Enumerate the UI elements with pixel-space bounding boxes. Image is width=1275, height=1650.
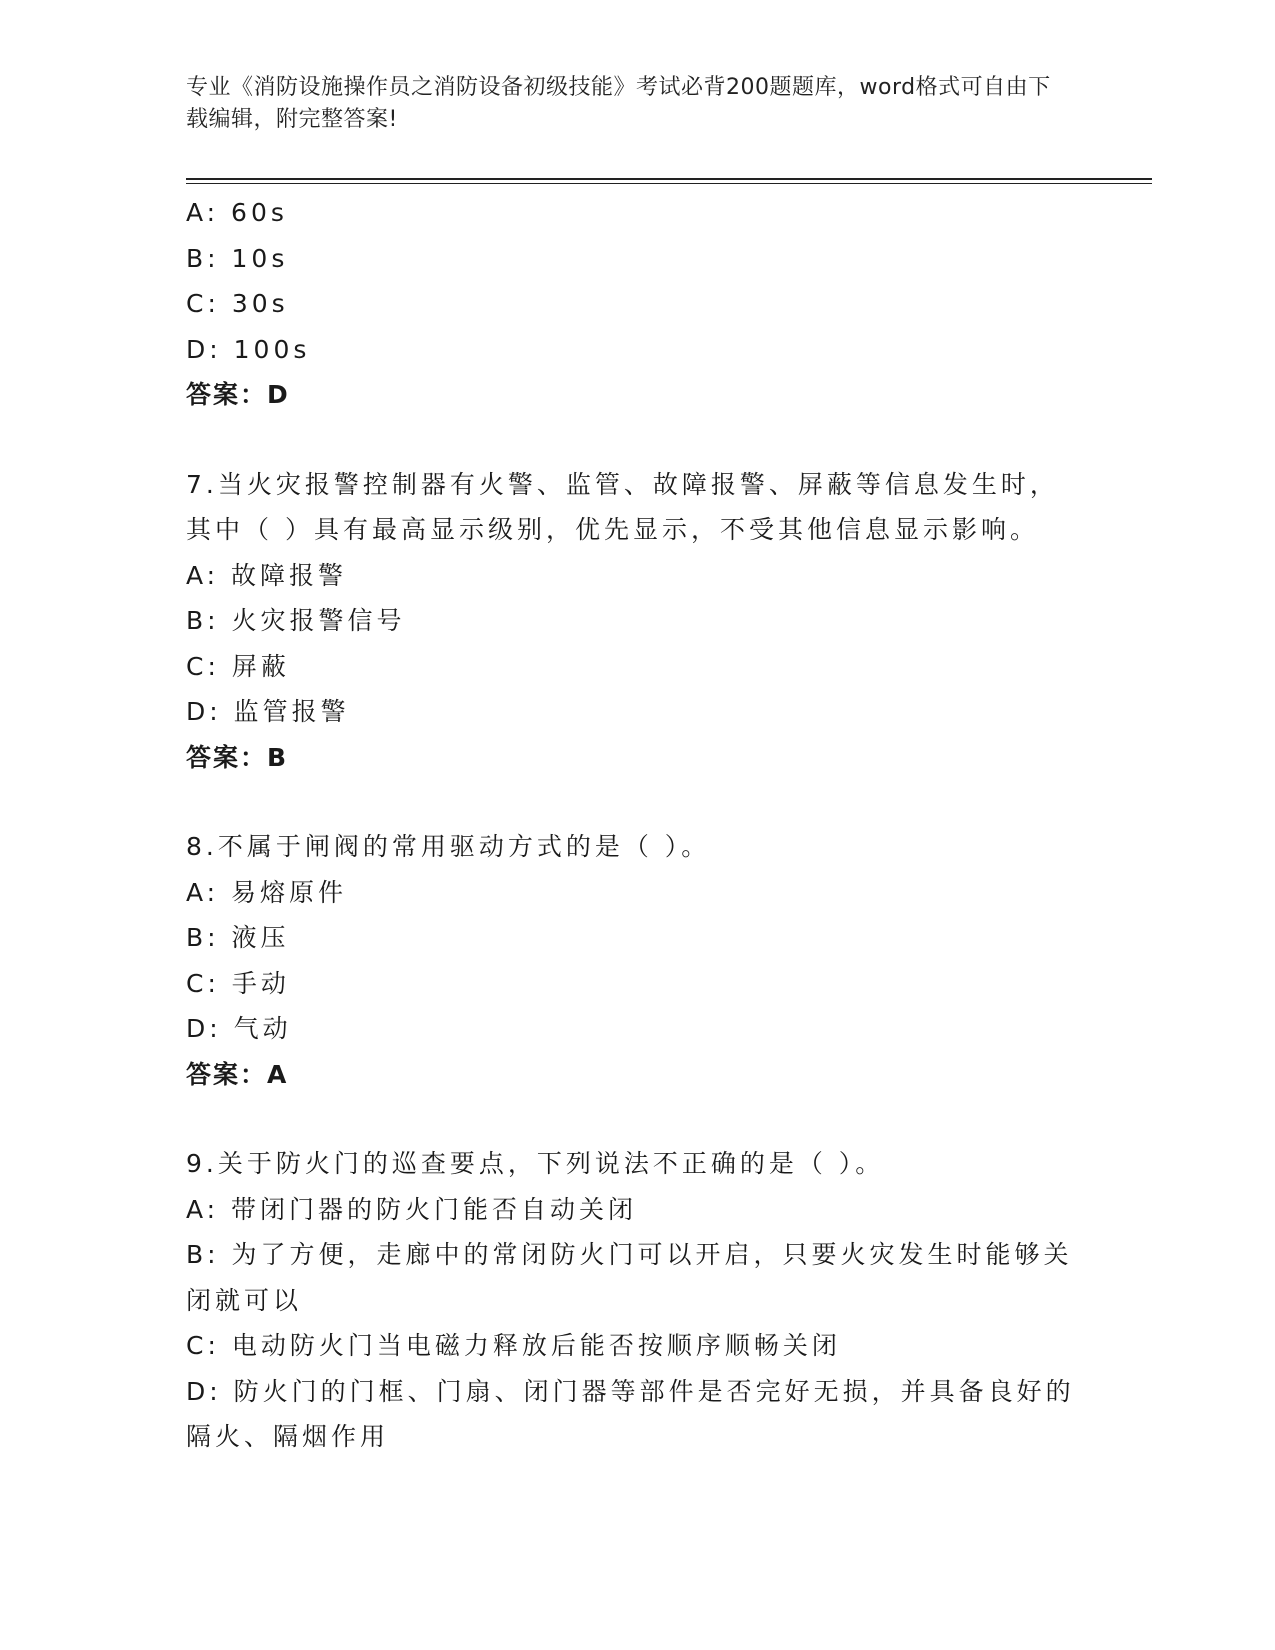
option-label: D: — [186, 697, 222, 726]
question-6-options — [186, 190, 1086, 418]
option-text: 火灾报警信号 — [231, 606, 406, 635]
option-b — [186, 236, 1086, 282]
header-divider — [186, 178, 1152, 184]
option-text: 监管报警 — [233, 697, 350, 726]
option-a — [186, 190, 1086, 236]
option-label: A: — [186, 560, 220, 590]
option-label: A: — [186, 877, 220, 907]
option-label: D: — [186, 1014, 222, 1043]
option-a — [186, 1187, 1086, 1233]
option-text: 防火门的门框、门扇、闭门器等部件是否完好无损，并具备良好的隔火、隔烟作用 — [186, 1376, 1075, 1451]
option-text: 电动防火门当电磁力释放后能否按顺序顺畅关闭 — [231, 1331, 841, 1360]
option-d — [186, 1369, 1086, 1460]
option-d — [186, 689, 1086, 735]
answer: 答案：A — [186, 1059, 289, 1089]
option-text: 100s — [233, 334, 311, 364]
option-a — [186, 553, 1086, 599]
option-text: 60s — [231, 198, 288, 227]
option-label: C: — [186, 968, 220, 998]
option-text: 带闭门器的防火门能否自动关闭 — [231, 1194, 638, 1224]
option-c — [186, 644, 1086, 690]
option-text: 屏蔽 — [231, 651, 290, 681]
option-c — [186, 961, 1086, 1007]
option-text: 10s — [231, 243, 289, 273]
option-text: 为了方便，走廊中的常闭防火门可以开启，只要火灾发生时能够关闭就可以 — [186, 1240, 1073, 1315]
option-b — [186, 598, 1086, 644]
option-b — [186, 915, 1086, 961]
option-text: 易熔原件 — [231, 877, 348, 907]
option-b — [186, 1232, 1086, 1323]
question-content — [186, 190, 1086, 1460]
question-text: 7.当火灾报警控制器有火警、监管、故障报警、屏蔽等信息发生时，其中（ ）具有最高显示级别，优先显示，不受其他信息显示影响。 — [186, 469, 1059, 544]
answer: 答案：D — [186, 380, 290, 409]
option-a — [186, 870, 1086, 916]
spacer — [186, 418, 1086, 462]
spacer — [186, 1097, 1086, 1141]
question-text: 8.不属于闸阀的常用驱动方式的是（ ）。 — [186, 832, 711, 861]
option-d — [186, 1006, 1086, 1052]
answer: 答案：B — [186, 742, 289, 772]
question-7 — [186, 462, 1086, 781]
option-text: 手动 — [231, 968, 290, 998]
option-label: C: — [186, 289, 220, 318]
option-text: 故障报警 — [231, 560, 348, 590]
option-label: B: — [186, 243, 220, 273]
option-label: B: — [186, 606, 220, 635]
option-label: C: — [186, 1331, 220, 1360]
option-label: B: — [186, 1240, 220, 1269]
option-d — [186, 327, 1086, 373]
option-text: 液压 — [231, 923, 290, 952]
option-label: D: — [186, 1376, 222, 1406]
document-header: 专业《消防设施操作员之消防设备初级技能》考试必背200题题库，word格式可自由下载编辑，附完整答案! — [186, 75, 1051, 132]
question-text: 9.关于防火门的巡查要点，下列说法不正确的是（ ）。 — [186, 1149, 885, 1178]
spacer — [186, 780, 1086, 824]
option-label: A: — [186, 198, 220, 227]
option-label: B: — [186, 923, 220, 952]
question-8 — [186, 824, 1086, 1097]
option-label: A: — [186, 1194, 220, 1224]
option-text: 30s — [231, 289, 289, 318]
option-text: 气动 — [233, 1014, 292, 1043]
option-label: D: — [186, 334, 222, 364]
question-9 — [186, 1141, 1086, 1460]
option-c — [186, 281, 1086, 327]
option-label: C: — [186, 651, 220, 681]
option-c — [186, 1323, 1086, 1369]
